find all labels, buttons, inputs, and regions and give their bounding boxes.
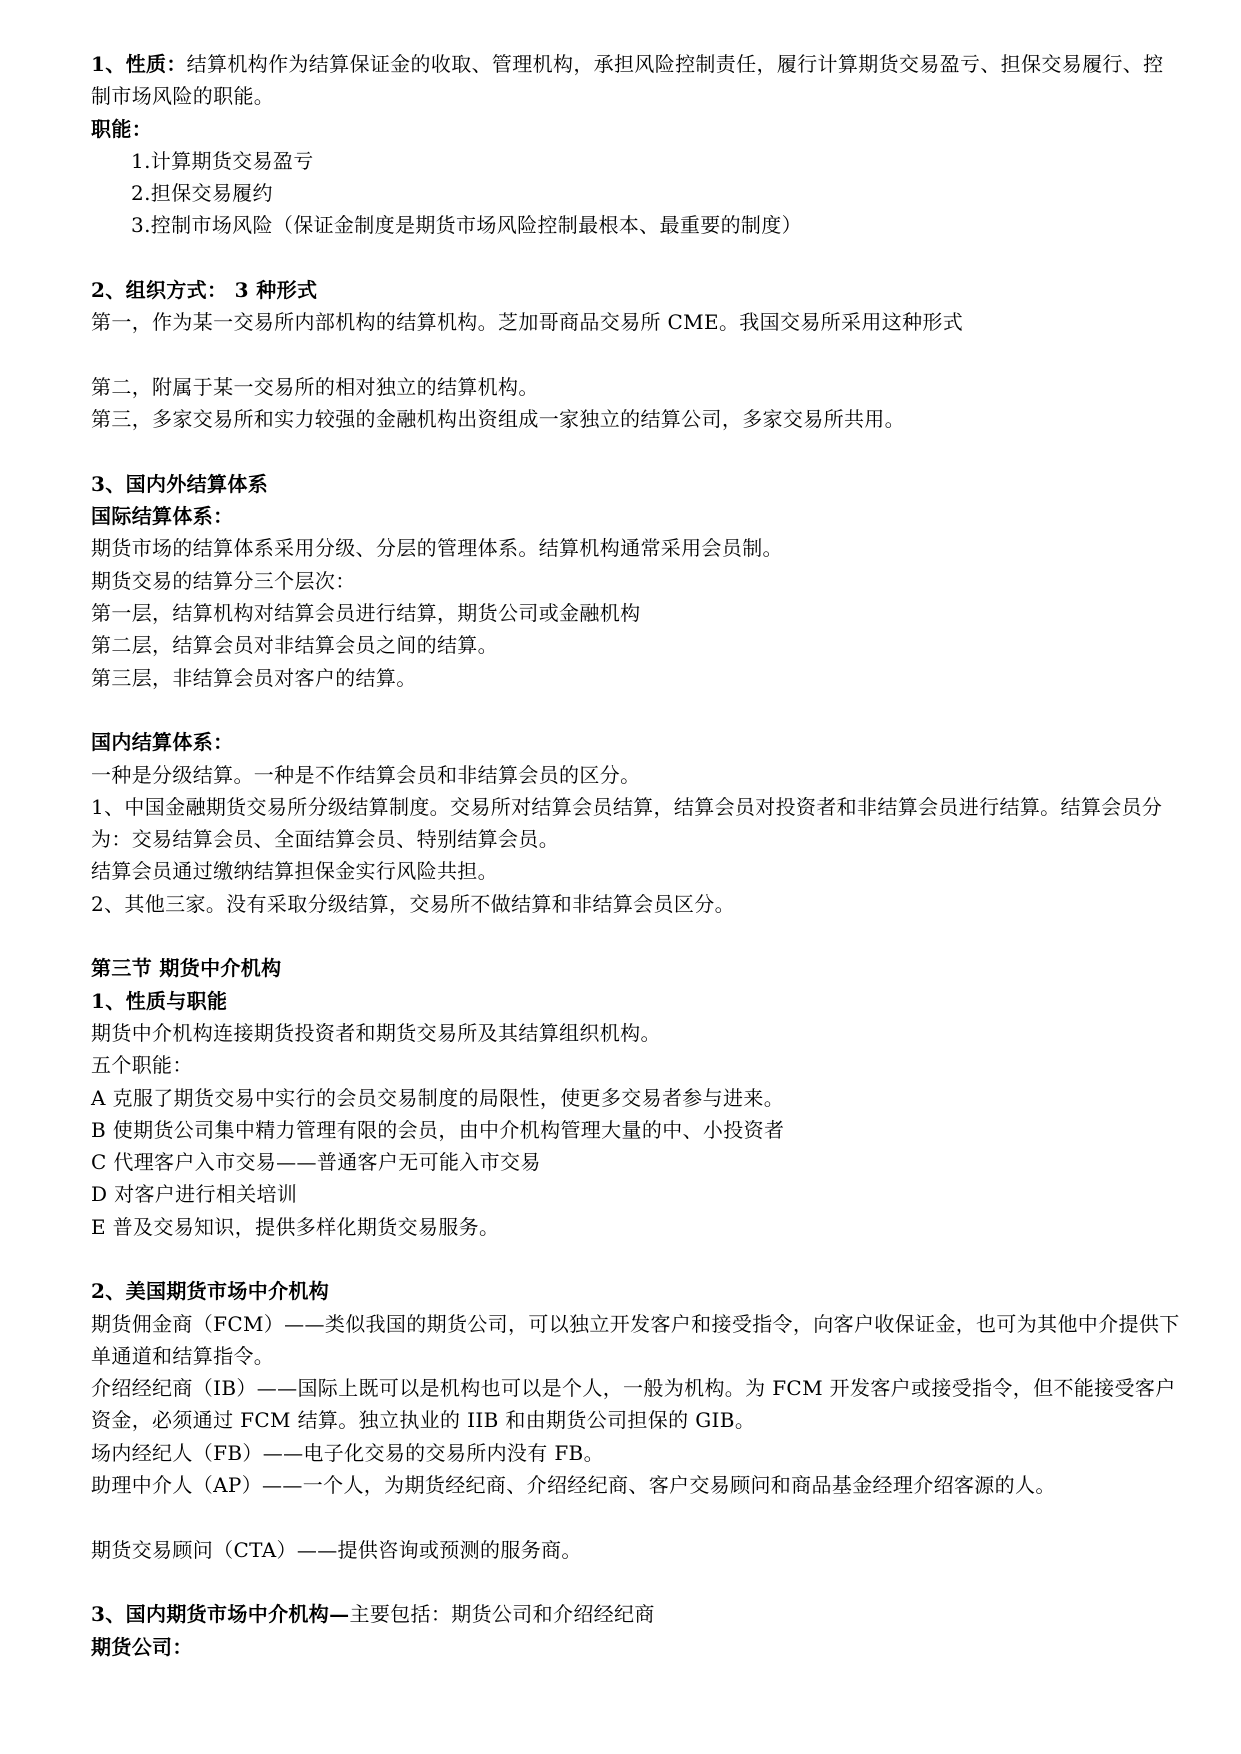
part-2-title: 2、美国期货市场中介机构 <box>91 1279 330 1304</box>
spacer <box>91 694 1183 726</box>
section-2-title: 2、组织方式： 3 种形式 <box>91 278 318 303</box>
cta-line: 期货交易顾问（CTA）——提供咨询或预测的服务商。 <box>91 1537 582 1562</box>
functions-title: 职能： <box>91 116 153 141</box>
section-1-title: 1、性质： <box>91 52 187 76</box>
spacer <box>91 920 1183 952</box>
section-2-line-2: 第二，附属于某一交易所的相对独立的结算机构。 <box>91 374 539 399</box>
domestic-line-1: 一种是分级结算。一种是不作结算会员和非结算会员的区分。 <box>91 762 641 787</box>
fcm-paragraph: 期货佣金商（FCM）——类似我国的期货公司，可以独立开发客户和接受指令，向客户收保证金，也可为其他中介提供下单通道和结算指令。 <box>91 1311 1180 1368</box>
spacer <box>91 1501 1183 1533</box>
duty-item-d: D 对客户进行相关培训 <box>91 1182 298 1207</box>
ap-line: 助理中介人（AP）——一个人，为期货经纪商、介绍经纪商、客户交易顾问和商品基金经理介绍客源的人。 <box>91 1473 1056 1498</box>
domestic-line-2: 1、中国金融期货交易所分级结算制度。交易所对结算会员结算，结算会员对投资者和非结算会员进行结算。结算会员分为：交易结算会员、全面结算会员、特别结算会员。 <box>91 794 1163 852</box>
duty-item-a: A 克服了期货交易中实行的会员交易制度的局限性，使更多交易者参与进来。 <box>91 1085 785 1110</box>
part-1-title: 1、性质与职能 <box>91 988 228 1013</box>
futures-company-title: 期货公司： <box>91 1634 193 1659</box>
spacer <box>91 1566 1183 1598</box>
intl-line-3: 第一层，结算机构对结算会员进行结算，期货公司或金融机构 <box>91 601 641 626</box>
part-3-heading <box>91 1598 1183 1630</box>
ib-paragraph: 介绍经纪商（IB）——国际上既可以是机构也可以是个人，一般为机构。为 FCM 开发客户或接受指令，但不能接受客户资金，必须通过 FCM 结算。独立执业的 IIB 和由期货公司担保的 GIB。 <box>91 1376 1176 1433</box>
intl-line-5: 第三层，非结算会员对客户的结算。 <box>91 665 417 690</box>
part-1-line-2: 五个职能： <box>91 1053 193 1078</box>
section-2-line-1: 第一，作为某一交易所内部机构的结算机构。芝加哥商品交易所 CME。我国交易所采用这种形式 <box>91 310 964 335</box>
spacer <box>91 242 1183 274</box>
spacer <box>91 339 1183 371</box>
domestic-system-title: 国内结算体系： <box>91 730 234 755</box>
section-2-line-3: 第三，多家交易所和实力较强的金融机构出资组成一家独立的结算公司，多家交易所共用。 <box>91 407 905 432</box>
intl-line-2: 期货交易的结算分三个层次： <box>91 568 356 593</box>
intl-line-1: 期货市场的结算体系采用分级、分层的管理体系。结算机构通常采用会员制。 <box>91 536 783 561</box>
section-3-title: 3、国内外结算体系 <box>91 471 269 496</box>
fb-line: 场内经纪人（FB）——电子化交易的交易所内没有 FB。 <box>91 1440 604 1465</box>
domestic-line-3: 结算会员通过缴纳结算担保金实行风险共担。 <box>91 859 498 884</box>
document-page <box>91 48 1183 1663</box>
duty-item-b: B 使期货公司集中精力管理有限的会员，由中介机构管理大量的中、小投资者 <box>91 1117 785 1142</box>
intl-line-4: 第二层，结算会员对非结算会员之间的结算。 <box>91 633 498 658</box>
domestic-line-4: 2、其他三家。没有采取分级结算，交易所不做结算和非结算会员区分。 <box>91 891 735 916</box>
part-3-text: 主要包括：期货公司和介绍经纪商 <box>349 1602 655 1627</box>
section-1-nature <box>91 48 1183 113</box>
duty-item-c: C 代理客户入市交易——普通客户无可能入市交易 <box>91 1150 541 1175</box>
chapter-3-title: 第三节 期货中介机构 <box>91 956 282 981</box>
section-1-text: 结算机构作为结算保证金的收取、管理机构，承担风险控制责任，履行计算期货交易盈亏、担保交易履行、控制市场风险的职能。 <box>91 52 1164 109</box>
intl-system-title: 国际结算体系： <box>91 504 234 529</box>
function-item-1: 1.计算期货交易盈亏 <box>131 148 314 173</box>
spacer <box>91 1243 1183 1275</box>
duty-item-e: E 普及交易知识，提供多样化期货交易服务。 <box>91 1214 500 1239</box>
spacer <box>91 436 1183 468</box>
function-item-3: 3.控制市场风险（保证金制度是期货市场风险控制最根本、最重要的制度） <box>131 213 802 238</box>
part-1-line-1: 期货中介机构连接期货投资者和期货交易所及其结算组织机构。 <box>91 1020 661 1045</box>
function-item-2: 2.担保交易履约 <box>131 181 273 206</box>
part-3-title: 3、国内期货市场中介机构— <box>91 1602 350 1627</box>
